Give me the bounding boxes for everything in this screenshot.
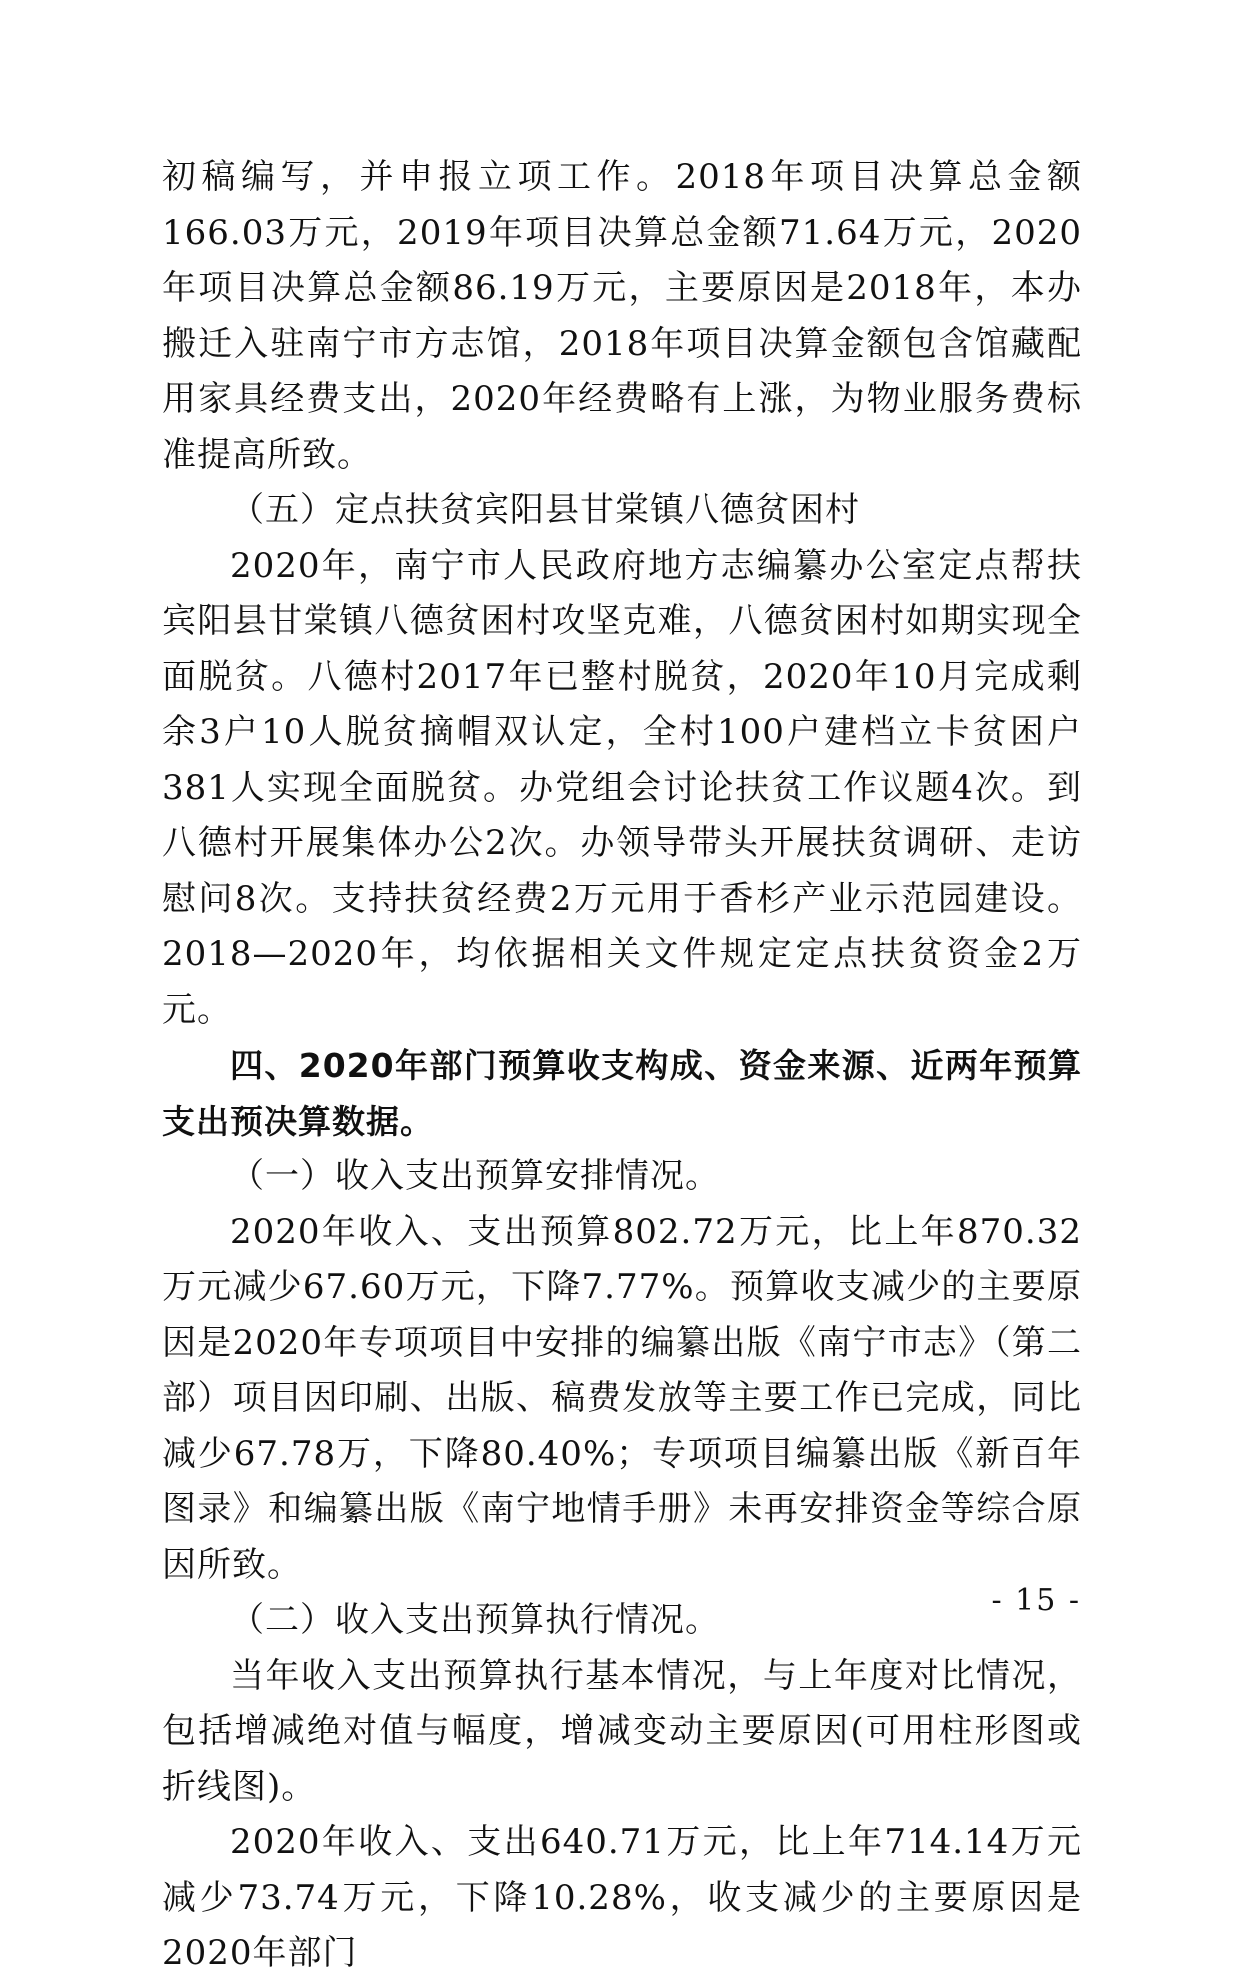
page-number: - 15 - <box>991 1583 1081 1618</box>
subheading-budget-execution: （二）收入支出预算执行情况。 <box>230 1600 720 1640</box>
paragraph-execution-instructions: 当年收入支出预算执行基本情况，与上年度对比情况，包括增减绝对值与幅度，增减变动主要原因(可用柱形图或折线图)。 <box>162 1655 1082 1807</box>
subheading-poverty-alleviation: （五）定点扶贫宾阳县甘棠镇八德贫困村 <box>230 490 860 530</box>
paragraph-poverty-alleviation: 2020年，南宁市人民政府地方志编纂办公室定点帮扶宾阳县甘棠镇八德贫困村攻坚克难，八德贫困村如期实现全面脱贫。八德村2017年已整村脱贫，2020年10月完成剩余3户10人脱贫摘帽双认定，全村100户建档立卡贫困户381人实现全面脱贫。办党组会讨论扶贫工作议题4次。到八德村开展集体办公2次。办领导带头开展扶贫调研、走访慰问8次。支持扶贫经费2万元用于香杉产业示范园建设。2018—2020年，均依据相关文件规定定点扶贫资金2万元。 <box>162 545 1082 1030</box>
paragraph-project-budget: 初稿编写，并申报立项工作。2018年项目决算总金额166.03万元，2019年项目决算总金额71.64万元，2020年项目决算总金额86.19万元，主要原因是2018年，本办搬迁入驻南宁市方志馆，2018年项目决算金额包含馆藏配用家具经费支出，2020年经费略有上涨，为物业服务费标准提高所致。 <box>162 157 1082 475</box>
document-body <box>162 150 1082 1982</box>
paragraph-budget-arrangement: 2020年收入、支出预算802.72万元，比上年870.32万元减少67.60万元，下降7.77%。预算收支减少的主要原因是2020年专项项目中安排的编纂出版《南宁市志》（第二部）项目因印刷、出版、稿费发放等主要工作已完成，同比减少67.78万，下降80.40%；专项项目编纂出版《新百年图录》和编纂出版《南宁地情手册》未再安排资金等综合原因所致。 <box>162 1211 1082 1585</box>
subheading-budget-arrangement: （一）收入支出预算安排情况。 <box>230 1156 720 1196</box>
section-heading-budget: 四、2020年部门预算收支构成、资金来源、近两年预算支出预决算数据。 <box>162 1046 1082 1141</box>
paragraph-execution-data: 2020年收入、支出640.71万元，比上年714.14万元减少73.74万元，下降10.28%，收支减少的主要原因是2020年部门 <box>162 1822 1082 1973</box>
